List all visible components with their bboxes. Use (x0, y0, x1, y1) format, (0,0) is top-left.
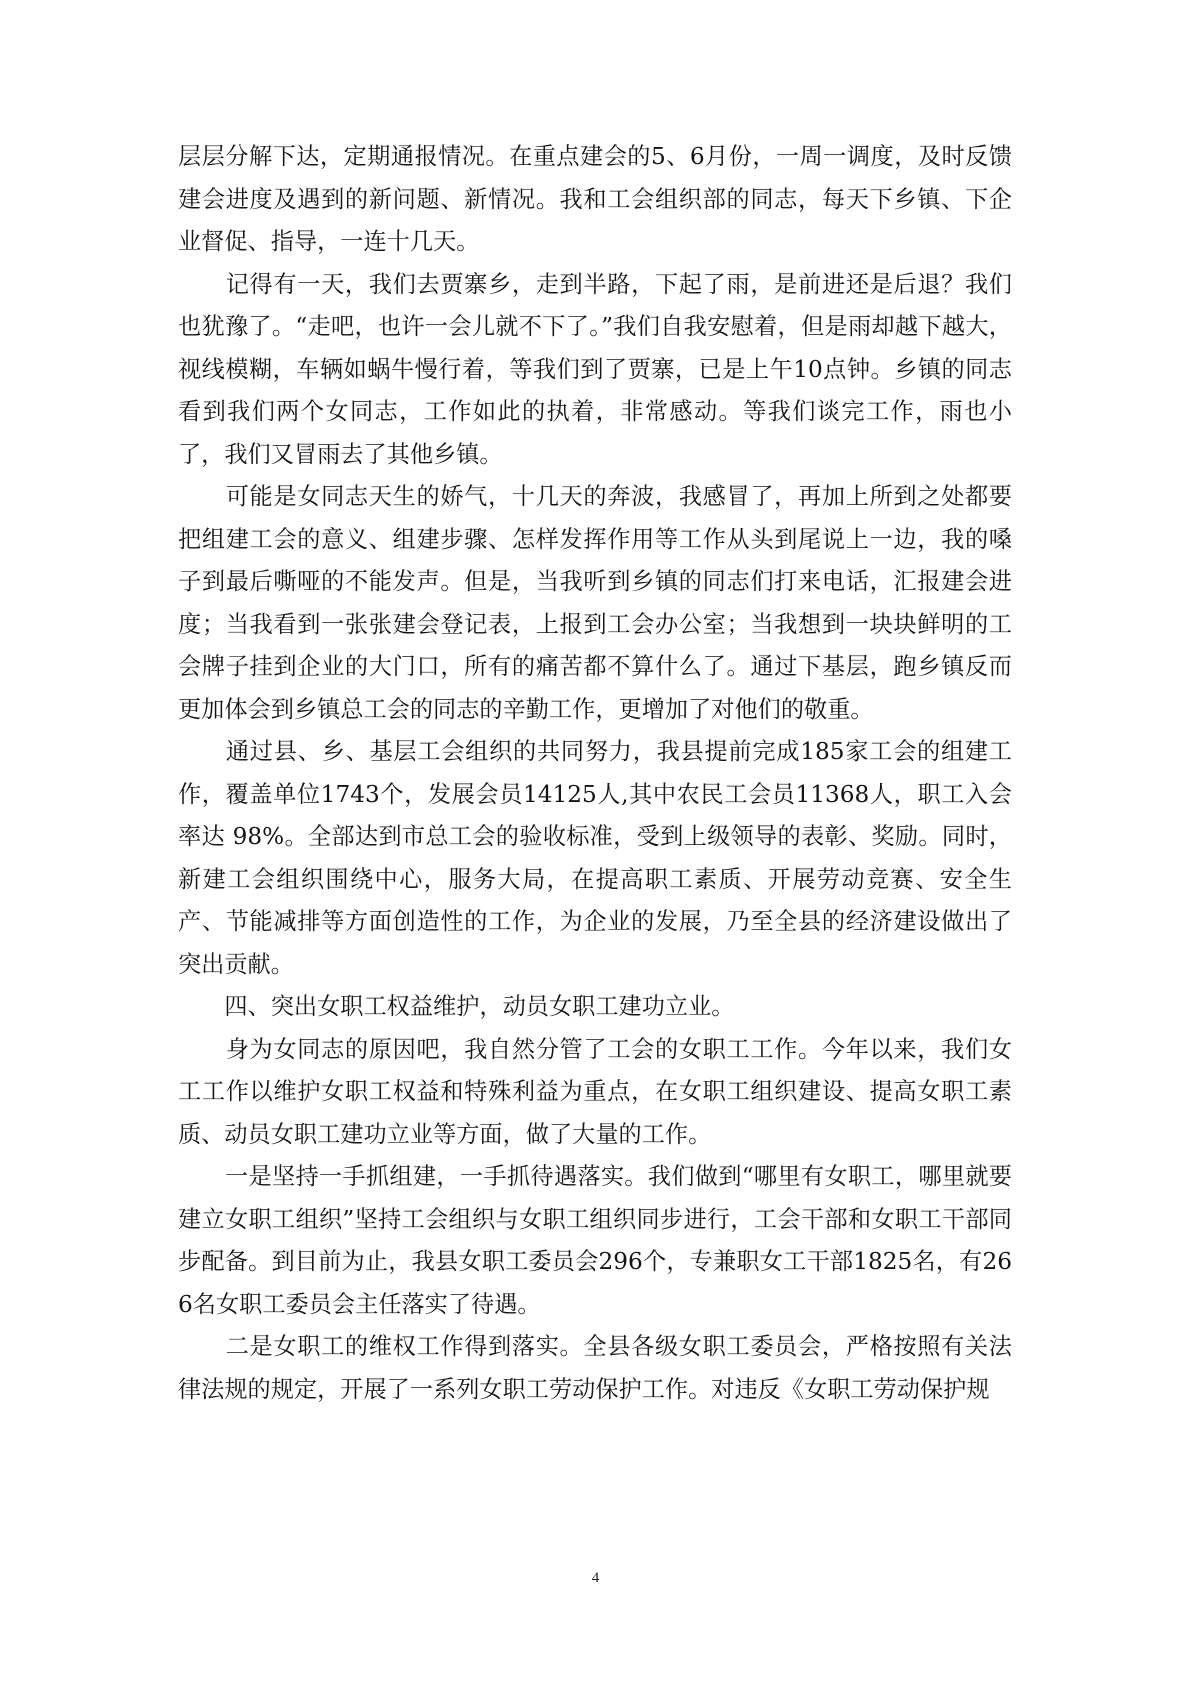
body-text (178, 136, 1012, 1411)
paragraph-4: 通过县、乡、基层工会组织的共同努力，我县提前完成185家工会的组建工作，覆盖单位1743个，发展会员14125人,其中农民工会员11368人，职工入会率达 98%。全部达到市总工会的验收标准，受到上级领导的表彰、奖励。同时，新建工会组织围绕中心，服务大局，在提高职工素质、开展劳动竞赛、安全生产、节能减排等方面创造性的工作，为企业的发展，乃至全县的经济建设做出了突出贡献。 (178, 738, 1012, 978)
paragraph-3: 可能是女同志天生的娇气，十几天的奔波，我感冒了，再加上所到之处都要把组建工会的意义、组建步骤、怎样发挥作用等工作从头到尾说上一边，我的嗓子到最后嘶哑的不能发声。但是，当我听到乡镇的同志们打来电话，汇报建会进度；当我看到一张张建会登记表，上报到工会办公室；当我想到一块块鲜明的工会牌子挂到企业的大门口，所有的痛苦都不算什么了。通过下基层，跑乡镇反而更加体会到乡镇总工会的同志的辛勤工作，更增加了对他们的敬重。 (178, 483, 1012, 723)
paragraph-6: 一是坚持一手抓组建，一手抓待遇落实。我们做到“哪里有女职工，哪里就要建立女职工组织”坚持工会组织与女职工组织同步进行，工会干部和女职工干部同步配备。到目前为止，我县女职工委员会296个，专兼职女工干部1825名，有266名女职工委员会主任落实了待遇。 (178, 1163, 1012, 1318)
paragraph-1: 层层分解下达，定期通报情况。在重点建会的5、6月份，一周一调度，及时反馈建会进度及遇到的新问题、新情况。我和工会组织部的同志，每天下乡镇、下企业督促、指导，一连十几天。 (178, 143, 1012, 255)
section-heading-4: 四、突出女职工权益维护，动员女职工建功立业。 (178, 993, 735, 1020)
paragraph-2: 记得有一天，我们去贾寨乡，走到半路，下起了雨，是前进还是后退？我们也犹豫了。“走吧，也许一会儿就不下了。”我们自我安慰着，但是雨却越下越大，视线模糊，车辆如蜗牛慢行着，等我们到了贾寨，已是上午10点钟。乡镇的同志看到我们两个女同志，工作如此的执着，非常感动。等我们谈完工作，雨也小了，我们又冒雨去了其他乡镇。 (178, 270, 1012, 468)
paragraph-5: 身为女同志的原因吧，我自然分管了工会的女职工工作。今年以来，我们女工工作以维护女职工权益和特殊利益为重点，在女职工组织建设、提高女职工素质、动员女职工建功立业等方面，做了大量的工作。 (178, 1035, 1012, 1148)
paragraph-7: 二是女职工的维权工作得到落实。全县各级女职工委员会，严格按照有关法律法规的规定，开展了一系列女职工劳动保护工作。对违反《女职工劳动保护规 (178, 1333, 1012, 1403)
page-number: 4 (591, 1570, 600, 1586)
